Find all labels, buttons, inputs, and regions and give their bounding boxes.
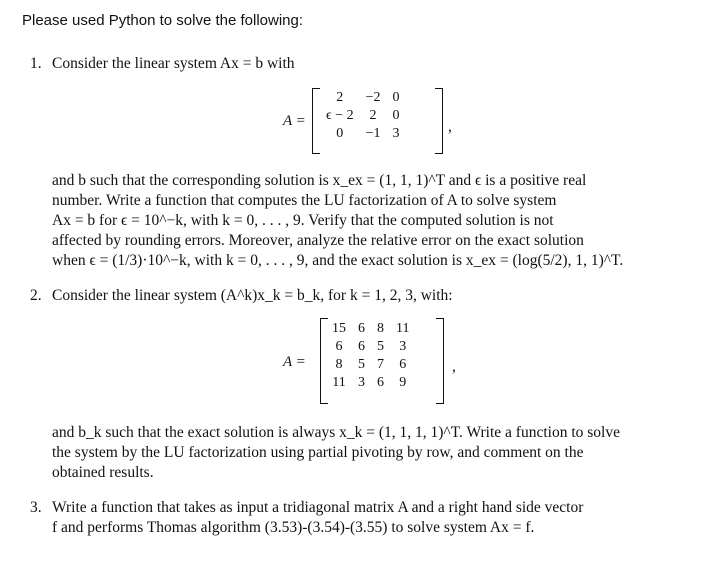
matrix-2-suffix: , bbox=[452, 358, 456, 375]
matrix-1-row bbox=[320, 107, 405, 125]
intro-text: Please used Python to solve the following: bbox=[22, 12, 304, 29]
matrix-cell: 6 bbox=[358, 339, 365, 354]
matrix-cell: 9 bbox=[399, 375, 407, 390]
matrix-2-right-bracket bbox=[436, 318, 444, 404]
matrix-2-row bbox=[326, 320, 415, 338]
matrix-cell: 2 bbox=[369, 108, 377, 123]
matrix-cell: 6 bbox=[335, 339, 343, 354]
matrix-cell: 11 bbox=[396, 321, 410, 336]
problem-1-line-4: Ax = b for ϵ = 10^−k, with k = 0, . . . , 9. Verify that the computed solution is not bbox=[52, 212, 554, 229]
matrix-cell: 6 bbox=[399, 357, 407, 372]
matrix-1-suffix: , bbox=[448, 118, 452, 135]
problem-1-line-3: number. Write a function that computes the LU factorization of A to solve system bbox=[52, 192, 557, 209]
matrix-cell: −2 bbox=[365, 90, 381, 105]
matrix-cell: 7 bbox=[377, 357, 384, 372]
matrix-1-right-bracket bbox=[435, 88, 443, 154]
matrix-cell: 8 bbox=[335, 357, 343, 372]
matrix-cell: 6 bbox=[358, 321, 365, 336]
matrix-cell: 5 bbox=[358, 357, 365, 372]
problem-1-line-5: affected by rounding errors. Moreover, analyze the relative error on the exact solution bbox=[52, 232, 584, 249]
matrix-cell: 15 bbox=[332, 321, 346, 336]
matrix-1-left-bracket bbox=[312, 88, 320, 154]
matrix-cell: 11 bbox=[332, 375, 346, 390]
matrix-2-row bbox=[326, 338, 415, 356]
matrix-cell: 0 bbox=[336, 126, 344, 141]
matrix-2-label: A = bbox=[283, 354, 306, 370]
problem-1-line-1: Consider the linear system Ax = b with bbox=[52, 55, 295, 72]
matrix-cell: 2 bbox=[336, 90, 344, 105]
problem-1-line-2: and b such that the corresponding solution is x_ex = (1, 1, 1)^T and ϵ is a positive real bbox=[52, 172, 587, 189]
matrix-2-row bbox=[326, 356, 415, 374]
problem-2-line-3: the system by the LU factorization using partial pivoting by row, and comment on the bbox=[52, 444, 584, 461]
matrix-2 bbox=[326, 320, 415, 392]
matrix-1-label: A = bbox=[283, 113, 306, 129]
problem-2-line-2: and b_k such that the exact solution is always x_k = (1, 1, 1, 1)^T. Write a function to solve bbox=[52, 424, 620, 441]
matrix-cell: 3 bbox=[399, 339, 407, 354]
matrix-1-row bbox=[320, 89, 405, 107]
problem-3-line-1: Write a function that takes as input a tridiagonal matrix A and a right hand side vector bbox=[52, 499, 584, 516]
matrix-cell: 5 bbox=[377, 339, 384, 354]
matrix-cell: 0 bbox=[392, 108, 400, 123]
problem-1-line-6: when ϵ = (1/3)·10^−k, with k = 0, . . . , 9, and the exact solution is x_ex = (log(5/2), 1, 1)^T. bbox=[52, 252, 624, 269]
matrix-cell: −1 bbox=[365, 126, 381, 141]
matrix-cell: 0 bbox=[392, 90, 400, 105]
problem-3-number: 3. bbox=[30, 499, 42, 516]
matrix-cell: 3 bbox=[392, 126, 400, 141]
matrix-cell: 6 bbox=[377, 375, 384, 390]
matrix-cell: ϵ − 2 bbox=[326, 108, 354, 123]
problem-3-line-2: f and performs Thomas algorithm (3.53)-(3.54)-(3.55) to solve system Ax = f. bbox=[52, 519, 535, 536]
matrix-2-row bbox=[326, 374, 415, 392]
problem-1-number: 1. bbox=[30, 55, 42, 72]
problem-2-line-4: obtained results. bbox=[52, 464, 154, 481]
matrix-cell: 8 bbox=[377, 321, 384, 336]
matrix-1-row bbox=[320, 125, 405, 143]
problem-2-number: 2. bbox=[30, 287, 42, 304]
matrix-1 bbox=[320, 89, 405, 143]
matrix-cell: 3 bbox=[358, 375, 365, 390]
problem-2-line-1: Consider the linear system (A^k)x_k = b_k, for k = 1, 2, 3, with: bbox=[52, 287, 453, 304]
